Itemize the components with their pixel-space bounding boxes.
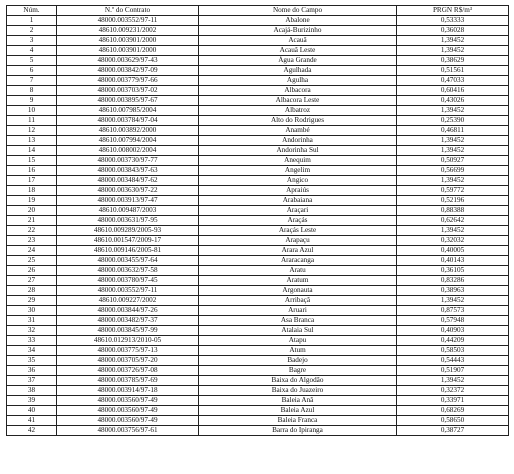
row-number: 36 [7,366,57,376]
table-row [7,226,509,236]
row-number: 10 [7,106,57,116]
table-row [7,316,509,326]
prgn-value: 0,58503 [397,346,509,356]
row-number: 2 [7,26,57,36]
table-row [7,146,509,156]
table-row [7,246,509,256]
table-row [7,156,509,166]
row-number: 19 [7,196,57,206]
prgn-value: 0,51561 [397,66,509,76]
prgn-value: 0,38727 [397,426,509,436]
row-number: 31 [7,316,57,326]
prgn-value: 1,39452 [397,176,509,186]
row-number: 29 [7,296,57,306]
table-row [7,176,509,186]
row-number: 3 [7,36,57,46]
field-name: Agulha [199,76,397,86]
field-name: Badejo [199,356,397,366]
row-number: 26 [7,266,57,276]
contract-number: 48000.003779/97-66 [57,76,199,86]
row-number: 12 [7,126,57,136]
field-name: Angelim [199,166,397,176]
prgn-value: 1,39452 [397,226,509,236]
table-row [7,396,509,406]
row-number: 28 [7,286,57,296]
contract-number: 48610.008002/2004 [57,146,199,156]
table-row [7,96,509,106]
table-row [7,356,509,366]
contract-number: 48610.007994/2004 [57,136,199,146]
table-row [7,306,509,316]
row-number: 9 [7,96,57,106]
contract-number: 48000.003705/97-20 [57,356,199,366]
row-number: 20 [7,206,57,216]
table-row [7,236,509,246]
row-number: 23 [7,236,57,246]
field-name: Andorinha [199,136,397,146]
table-row [7,406,509,416]
row-number: 42 [7,426,57,436]
contract-number: 48000.003730/97-77 [57,156,199,166]
contract-number: 48000.003632/97-58 [57,266,199,276]
table-row [7,16,509,26]
field-name: Albacora [199,86,397,96]
row-number: 1 [7,16,57,26]
prgn-value: 0,53333 [397,16,509,26]
row-number: 41 [7,416,57,426]
field-name: Argonauta [199,286,397,296]
prgn-value: 0,62642 [397,216,509,226]
table-row [7,106,509,116]
prgn-value: 0,40903 [397,326,509,336]
prgn-value: 0,51907 [397,366,509,376]
prgn-value: 0,36105 [397,266,509,276]
field-name: Atalaia Sul [199,326,397,336]
field-name: Apraiús [199,186,397,196]
row-number: 40 [7,406,57,416]
prgn-value: 0,88388 [397,206,509,216]
row-number: 38 [7,386,57,396]
prgn-value: 0,54443 [397,356,509,366]
field-name: Araçás Leste [199,226,397,236]
table-row [7,166,509,176]
header-row [7,6,509,16]
row-number: 39 [7,396,57,406]
contract-number: 48000.003552/97-11 [57,286,199,296]
field-name: Arribaçã [199,296,397,306]
field-name: Araracanga [199,256,397,266]
contract-number: 48000.003842/97-09 [57,66,199,76]
prgn-value: 1,39452 [397,296,509,306]
table-row [7,116,509,126]
field-name: Aratum [199,276,397,286]
contract-number: 48610.009231/2002 [57,26,199,36]
prgn-value: 0,36028 [397,26,509,36]
contract-number: 48000.003560/97-49 [57,416,199,426]
field-name: Albacora Leste [199,96,397,106]
field-name: Atum [199,346,397,356]
field-name: Anambé [199,126,397,136]
row-number: 6 [7,66,57,76]
prgn-value: 1,39452 [397,376,509,386]
field-name: Atapu [199,336,397,346]
prgn-value: 0,44209 [397,336,509,346]
prgn-value: 0,68269 [397,406,509,416]
row-number: 16 [7,166,57,176]
table-row [7,196,509,206]
table-row [7,76,509,86]
field-name: Arapaçu [199,236,397,246]
row-number: 34 [7,346,57,356]
contract-number: 48000.003726/97-08 [57,366,199,376]
row-number: 5 [7,56,57,66]
contract-number: 48610.001547/2009-17 [57,236,199,246]
table-row [7,346,509,356]
table-row [7,296,509,306]
contract-number: 48610.003901/2000 [57,46,199,56]
prgn-value: 0,50927 [397,156,509,166]
field-name: Agulhada [199,66,397,76]
field-name: Albatroz [199,106,397,116]
row-number: 14 [7,146,57,156]
row-number: 7 [7,76,57,86]
row-number: 18 [7,186,57,196]
row-number: 33 [7,336,57,346]
contract-number: 48000.003843/97-63 [57,166,199,176]
row-number: 22 [7,226,57,236]
contract-number: 48000.003630/97-22 [57,186,199,196]
row-number: 11 [7,116,57,126]
prgn-value: 0,40005 [397,246,509,256]
field-name: Aratu [199,266,397,276]
header-contract: N.º do Contrato [57,6,199,16]
prgn-value: 0,60416 [397,86,509,96]
table-row [7,36,509,46]
prgn-value: 1,39452 [397,146,509,156]
row-number: 37 [7,376,57,386]
table-row [7,66,509,76]
table-row [7,46,509,56]
contract-number: 48000.003631/97-95 [57,216,199,226]
prgn-value: 0,33971 [397,396,509,406]
field-name: Baixa do Algodão [199,376,397,386]
prgn-value: 0,25390 [397,116,509,126]
table-row [7,386,509,396]
contract-number: 48000.003552/97-11 [57,16,199,26]
contract-number: 48610.003901/2000 [57,36,199,46]
contract-number: 48000.003785/97-69 [57,376,199,386]
field-name: Acauã [199,36,397,46]
contract-number: 48000.003914/97-18 [57,386,199,396]
table-row [7,216,509,226]
prgn-value: 0,38963 [397,286,509,296]
row-number: 32 [7,326,57,336]
contract-number: 48000.003913/97-47 [57,196,199,206]
prgn-value: 0,32032 [397,236,509,246]
table-row [7,416,509,426]
contract-number: 48000.003844/97-26 [57,306,199,316]
table-row [7,366,509,376]
prgn-value: 0,58650 [397,416,509,426]
field-name: Alto do Rodrigues [199,116,397,126]
table-row [7,376,509,386]
table-row [7,136,509,146]
prgn-value: 0,40143 [397,256,509,266]
field-name: Anequim [199,156,397,166]
prgn-value: 0,38629 [397,56,509,66]
field-name: Angico [199,176,397,186]
contract-number: 48000.003455/97-64 [57,256,199,266]
table-row [7,276,509,286]
contract-number: 48000.003775/97-13 [57,346,199,356]
contract-number: 48610.009289/2005-93 [57,226,199,236]
row-number: 4 [7,46,57,56]
prgn-value: 0,59772 [397,186,509,196]
field-name: Água Grande [199,56,397,66]
contract-number: 48000.003895/97-67 [57,96,199,106]
table-row [7,256,509,266]
field-name: Araçari [199,206,397,216]
table-row [7,206,509,216]
contract-number: 48610.009487/2003 [57,206,199,216]
header-field: Nome do Campo [199,6,397,16]
table-row [7,266,509,276]
contract-number: 48610.009146/2005-81 [57,246,199,256]
prgn-value: 0,32372 [397,386,509,396]
contract-number: 48610.007985/2004 [57,106,199,116]
table-row [7,426,509,436]
prgn-value: 0,46811 [397,126,509,136]
table-row [7,126,509,136]
contract-number: 48610.012913/2010-05 [57,336,199,346]
contract-number: 48000.003784/97-04 [57,116,199,126]
prgn-value: 0,56699 [397,166,509,176]
row-number: 24 [7,246,57,256]
prgn-value: 1,39452 [397,136,509,146]
contract-number: 48000.003629/97-43 [57,56,199,66]
table-row [7,86,509,96]
row-number: 15 [7,156,57,166]
contract-number: 48000.003780/97-45 [57,276,199,286]
prgn-value: 0,87573 [397,306,509,316]
field-name: Baleia Anã [199,396,397,406]
table-row [7,326,509,336]
row-number: 17 [7,176,57,186]
field-name: Araçás [199,216,397,226]
table-row [7,26,509,36]
row-number: 27 [7,276,57,286]
field-name: Acauã Leste [199,46,397,56]
prgn-value: 1,39452 [397,106,509,116]
field-name: Aruari [199,306,397,316]
contract-number: 48000.003560/97-49 [57,406,199,416]
field-name: Arara Azul [199,246,397,256]
row-number: 35 [7,356,57,366]
contract-number: 48000.003560/97-49 [57,396,199,406]
row-number: 21 [7,216,57,226]
prgn-value: 1,39452 [397,46,509,56]
row-number: 25 [7,256,57,266]
field-name: Baixa do Juazeiro [199,386,397,396]
field-name: Baleia Azul [199,406,397,416]
row-number: 30 [7,306,57,316]
table-row [7,56,509,66]
prgn-value: 0,57948 [397,316,509,326]
prgn-value: 0,43026 [397,96,509,106]
table-row [7,286,509,296]
prgn-value: 1,39452 [397,36,509,46]
field-name: Bagre [199,366,397,376]
field-name: Baleia Franca [199,416,397,426]
header-prgn: PRGN R$/m³ [397,6,509,16]
contract-number: 48000.003703/97-02 [57,86,199,96]
field-name: Asa Branca [199,316,397,326]
contract-number: 48000.003845/97-99 [57,326,199,336]
contracts-table [6,5,509,436]
contract-number: 48000.003482/97-37 [57,316,199,326]
prgn-value: 0,52196 [397,196,509,206]
row-number: 13 [7,136,57,146]
field-name: Andorinha Sul [199,146,397,156]
contract-number: 48610.009227/2002 [57,296,199,306]
table-row [7,336,509,346]
contract-number: 48000.003756/97-61 [57,426,199,436]
field-name: Acajá-Burizinho [199,26,397,36]
contract-number: 48610.003892/2000 [57,126,199,136]
contract-number: 48000.003484/97-62 [57,176,199,186]
row-number: 8 [7,86,57,96]
header-num: Núm. [7,6,57,16]
table-row [7,186,509,196]
field-name: Abalone [199,16,397,26]
prgn-value: 0,83286 [397,276,509,286]
field-name: Arabaiana [199,196,397,206]
field-name: Barra do Ipiranga [199,426,397,436]
prgn-value: 0,47033 [397,76,509,86]
